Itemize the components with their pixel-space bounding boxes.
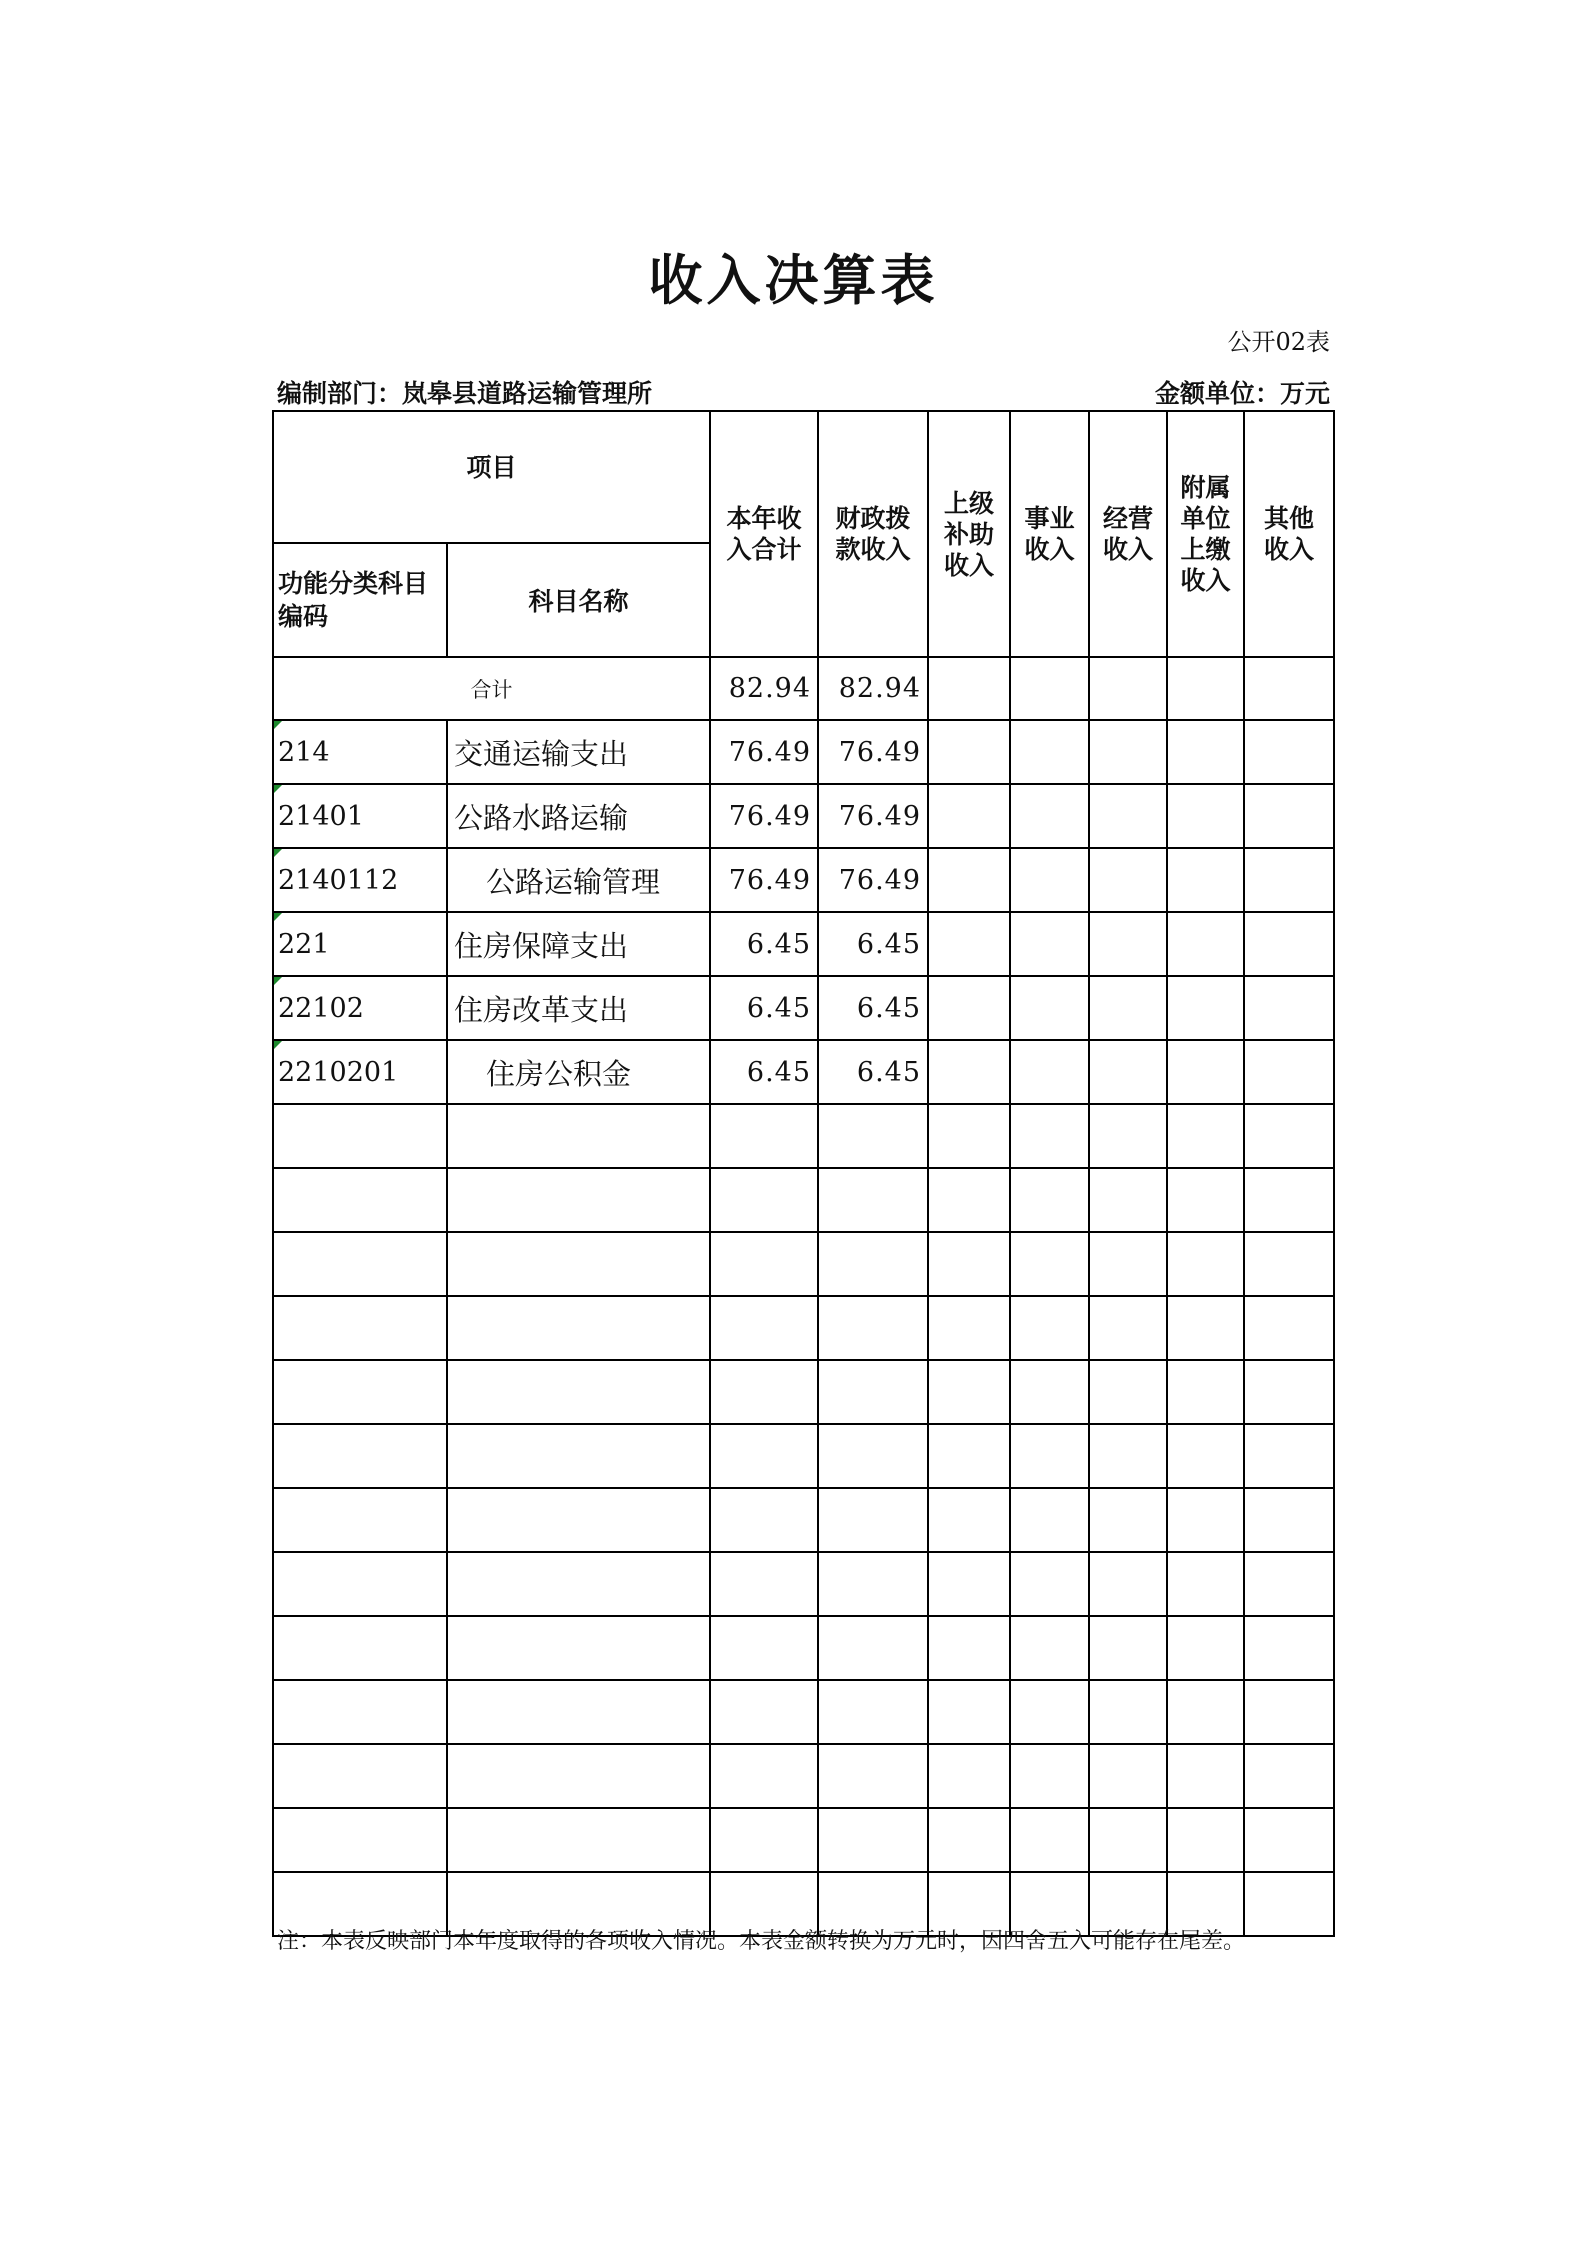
empty-row xyxy=(273,1616,1334,1680)
header-col: 上级 补助 收入 xyxy=(928,411,1010,657)
cell-marker-icon xyxy=(274,977,282,985)
empty-cell xyxy=(818,1168,928,1232)
empty-cell xyxy=(710,1744,818,1808)
empty-cell xyxy=(928,1296,1010,1360)
summary-label: 合计 xyxy=(273,657,710,720)
empty-cell xyxy=(710,1232,818,1296)
empty-cell xyxy=(1167,1360,1244,1424)
empty-cell xyxy=(1010,1488,1089,1552)
empty-row xyxy=(273,1360,1334,1424)
empty-cell xyxy=(1244,1360,1334,1424)
empty-cell xyxy=(447,1296,710,1360)
empty-cell xyxy=(1244,1680,1334,1744)
empty-cell xyxy=(710,1552,818,1616)
empty-cell xyxy=(928,784,1010,848)
empty-row xyxy=(273,1744,1334,1808)
empty-cell xyxy=(447,1680,710,1744)
empty-cell xyxy=(710,1488,818,1552)
empty-cell xyxy=(1167,1040,1244,1104)
form-number: 公开02表 xyxy=(1227,328,1330,356)
table-row xyxy=(273,1040,1334,1104)
code-cell: 221 xyxy=(273,912,447,976)
empty-row xyxy=(273,1296,1334,1360)
empty-cell xyxy=(1089,1296,1167,1360)
fiscal-cell: 76.49 xyxy=(818,848,928,912)
empty-cell xyxy=(818,1552,928,1616)
empty-row xyxy=(273,1680,1334,1744)
empty-cell xyxy=(1089,720,1167,784)
summary-total: 82.94 xyxy=(710,657,818,720)
empty-cell xyxy=(1010,1744,1089,1808)
empty-cell xyxy=(1244,1744,1334,1808)
header-xiangmu: 项目 xyxy=(273,411,710,543)
empty-cell xyxy=(710,1360,818,1424)
fiscal-cell: 76.49 xyxy=(818,720,928,784)
empty-cell xyxy=(1244,1104,1334,1168)
empty-row xyxy=(273,1552,1334,1616)
empty-cell xyxy=(1167,1488,1244,1552)
empty-cell xyxy=(1089,1168,1167,1232)
empty-cell xyxy=(273,1744,447,1808)
empty-cell xyxy=(273,1360,447,1424)
empty-cell xyxy=(928,1232,1010,1296)
empty-cell xyxy=(447,1168,710,1232)
department-label: 编制部门：岚皋县道路运输管理所 xyxy=(277,379,653,408)
empty-cell xyxy=(1089,1424,1167,1488)
empty-cell xyxy=(1089,1360,1167,1424)
empty-cell xyxy=(1244,1232,1334,1296)
empty-cell xyxy=(1010,1296,1089,1360)
table-row xyxy=(273,912,1334,976)
empty-cell xyxy=(447,1808,710,1872)
empty-cell xyxy=(710,1104,818,1168)
empty-row xyxy=(273,1424,1334,1488)
empty-cell xyxy=(1089,1616,1167,1680)
empty-cell xyxy=(273,1232,447,1296)
empty-cell xyxy=(928,1552,1010,1616)
empty-cell xyxy=(818,1488,928,1552)
code-cell: 214 xyxy=(273,720,447,784)
empty-cell xyxy=(1167,1744,1244,1808)
empty-cell xyxy=(1010,1808,1089,1872)
empty-cell xyxy=(1167,784,1244,848)
unit-label: 金额单位：万元 xyxy=(1154,379,1330,408)
empty-cell xyxy=(928,720,1010,784)
empty-cell xyxy=(928,1040,1010,1104)
empty-cell xyxy=(1167,1232,1244,1296)
summary-fiscal: 82.94 xyxy=(818,657,928,720)
total-cell: 76.49 xyxy=(710,848,818,912)
empty-cell xyxy=(1089,1808,1167,1872)
empty-cell xyxy=(818,1616,928,1680)
empty-cell xyxy=(1010,720,1089,784)
empty-cell xyxy=(1010,1680,1089,1744)
income-table xyxy=(272,410,1335,1937)
header-col: 经营 收入 xyxy=(1089,411,1167,657)
empty-cell xyxy=(1089,784,1167,848)
empty-cell xyxy=(928,912,1010,976)
total-cell: 6.45 xyxy=(710,976,818,1040)
name-cell: 住房改革支出 xyxy=(447,976,710,1040)
cell-marker-icon xyxy=(274,785,282,793)
empty-cell xyxy=(273,1488,447,1552)
empty-cell xyxy=(1244,976,1334,1040)
empty-cell xyxy=(1244,784,1334,848)
name-cell: 住房保障支出 xyxy=(447,912,710,976)
empty-cell xyxy=(1089,1040,1167,1104)
empty-cell xyxy=(447,1360,710,1424)
empty-cell xyxy=(1089,1232,1167,1296)
empty-cell xyxy=(818,1744,928,1808)
header-col: 本年收 入合计 xyxy=(710,411,818,657)
empty-cell xyxy=(928,1488,1010,1552)
empty-cell xyxy=(1010,912,1089,976)
header-col: 其他 收入 xyxy=(1244,411,1334,657)
empty-cell xyxy=(818,1360,928,1424)
empty-cell xyxy=(1089,1104,1167,1168)
empty-cell xyxy=(928,1744,1010,1808)
empty-cell xyxy=(1089,1680,1167,1744)
header-col: 附属 单位 上缴 收入 xyxy=(1167,411,1244,657)
empty-cell xyxy=(1010,1168,1089,1232)
empty-cell xyxy=(928,1616,1010,1680)
empty-cell xyxy=(1089,1552,1167,1616)
empty-cell xyxy=(1010,976,1089,1040)
header-col: 事业 收入 xyxy=(1010,411,1089,657)
empty-cell xyxy=(1010,1616,1089,1680)
empty-cell xyxy=(1010,1104,1089,1168)
empty-cell xyxy=(818,1424,928,1488)
empty-cell xyxy=(1244,1040,1334,1104)
empty-cell xyxy=(1244,1488,1334,1552)
code-cell: 21401 xyxy=(273,784,447,848)
empty-cell xyxy=(447,1488,710,1552)
empty-cell xyxy=(1089,848,1167,912)
empty-cell xyxy=(928,1424,1010,1488)
header-col: 财政拨 款收入 xyxy=(818,411,928,657)
empty-cell xyxy=(1167,912,1244,976)
table-row xyxy=(273,720,1334,784)
empty-cell xyxy=(1167,1104,1244,1168)
code-cell: 2140112 xyxy=(273,848,447,912)
fiscal-cell: 76.49 xyxy=(818,784,928,848)
empty-cell xyxy=(273,1616,447,1680)
empty-cell xyxy=(273,1168,447,1232)
empty-cell xyxy=(928,848,1010,912)
header-code: 功能分类科目编码 xyxy=(273,543,447,657)
empty-row xyxy=(273,1808,1334,1872)
code-cell: 22102 xyxy=(273,976,447,1040)
empty-cell xyxy=(1010,1040,1089,1104)
empty-cell xyxy=(1167,1808,1244,1872)
cell-marker-icon xyxy=(274,721,282,729)
fiscal-cell: 6.45 xyxy=(818,1040,928,1104)
empty-cell xyxy=(1089,976,1167,1040)
empty-cell xyxy=(818,1808,928,1872)
empty-cell xyxy=(273,1104,447,1168)
empty-row xyxy=(273,1104,1334,1168)
empty-cell xyxy=(273,1296,447,1360)
fiscal-cell: 6.45 xyxy=(818,976,928,1040)
footnote: 注：本表反映部门本年度取得的各项收入情况。本表金额转换为万元时，因四舍五入可能存在尾差。 xyxy=(277,1929,1246,1954)
empty-cell xyxy=(1010,784,1089,848)
empty-cell xyxy=(1010,1232,1089,1296)
empty-cell xyxy=(818,1232,928,1296)
empty-cell xyxy=(1244,912,1334,976)
empty-cell xyxy=(1167,1168,1244,1232)
empty-cell xyxy=(1244,1808,1334,1872)
code-cell: 2210201 xyxy=(273,1040,447,1104)
empty-cell xyxy=(928,1104,1010,1168)
empty-cell xyxy=(1089,1744,1167,1808)
empty-cell xyxy=(447,1424,710,1488)
name-cell: 住房公积金 xyxy=(447,1040,710,1104)
empty-cell xyxy=(447,1232,710,1296)
empty-cell xyxy=(1244,1296,1334,1360)
cell-marker-icon xyxy=(274,849,282,857)
empty-cell xyxy=(710,1296,818,1360)
empty-cell xyxy=(1167,976,1244,1040)
empty-cell xyxy=(1089,1488,1167,1552)
empty-cell xyxy=(273,1424,447,1488)
empty-row xyxy=(273,1488,1334,1552)
empty-cell xyxy=(710,1168,818,1232)
empty-cell xyxy=(928,1168,1010,1232)
fiscal-cell: 6.45 xyxy=(818,912,928,976)
page-title: 收入决算表 xyxy=(648,248,939,312)
total-cell: 76.49 xyxy=(710,720,818,784)
cell-marker-icon xyxy=(274,913,282,921)
empty-cell xyxy=(1167,848,1244,912)
empty-cell xyxy=(447,1552,710,1616)
total-cell: 6.45 xyxy=(710,1040,818,1104)
empty-cell xyxy=(928,1680,1010,1744)
empty-cell xyxy=(1167,1680,1244,1744)
empty-cell xyxy=(1167,1424,1244,1488)
total-cell: 76.49 xyxy=(710,784,818,848)
cell-marker-icon xyxy=(274,1041,282,1049)
empty-cell xyxy=(928,976,1010,1040)
empty-cell xyxy=(1010,848,1089,912)
empty-cell xyxy=(1244,720,1334,784)
empty-cell xyxy=(928,1360,1010,1424)
empty-row xyxy=(273,1232,1334,1296)
empty-cell xyxy=(273,1808,447,1872)
table-row xyxy=(273,784,1334,848)
empty-row xyxy=(273,1168,1334,1232)
empty-cell xyxy=(1167,720,1244,784)
empty-cell xyxy=(447,1616,710,1680)
empty-cell xyxy=(1010,1360,1089,1424)
empty-cell xyxy=(710,1616,818,1680)
empty-cell xyxy=(1167,1616,1244,1680)
empty-cell xyxy=(818,1104,928,1168)
empty-cell xyxy=(1167,1552,1244,1616)
name-cell: 公路运输管理 xyxy=(447,848,710,912)
empty-cell xyxy=(710,1808,818,1872)
empty-cell xyxy=(1089,912,1167,976)
name-cell: 公路水路运输 xyxy=(447,784,710,848)
header-name: 科目名称 xyxy=(447,543,710,657)
empty-cell xyxy=(928,1808,1010,1872)
empty-cell xyxy=(447,1104,710,1168)
table-row xyxy=(273,848,1334,912)
empty-cell xyxy=(818,1296,928,1360)
empty-cell xyxy=(1244,1168,1334,1232)
table-row xyxy=(273,976,1334,1040)
empty-cell xyxy=(1244,1424,1334,1488)
empty-cell xyxy=(1244,1552,1334,1616)
empty-cell xyxy=(447,1744,710,1808)
empty-cell xyxy=(273,1680,447,1744)
summary-row xyxy=(273,657,1334,720)
empty-cell xyxy=(818,1680,928,1744)
empty-cell xyxy=(1010,1552,1089,1616)
empty-cell xyxy=(1167,1296,1244,1360)
empty-cell xyxy=(1244,848,1334,912)
empty-cell xyxy=(710,1680,818,1744)
empty-cell xyxy=(273,1552,447,1616)
name-cell: 交通运输支出 xyxy=(447,720,710,784)
empty-cell xyxy=(1244,1616,1334,1680)
empty-cell xyxy=(1010,1424,1089,1488)
empty-cell xyxy=(710,1424,818,1488)
total-cell: 6.45 xyxy=(710,912,818,976)
